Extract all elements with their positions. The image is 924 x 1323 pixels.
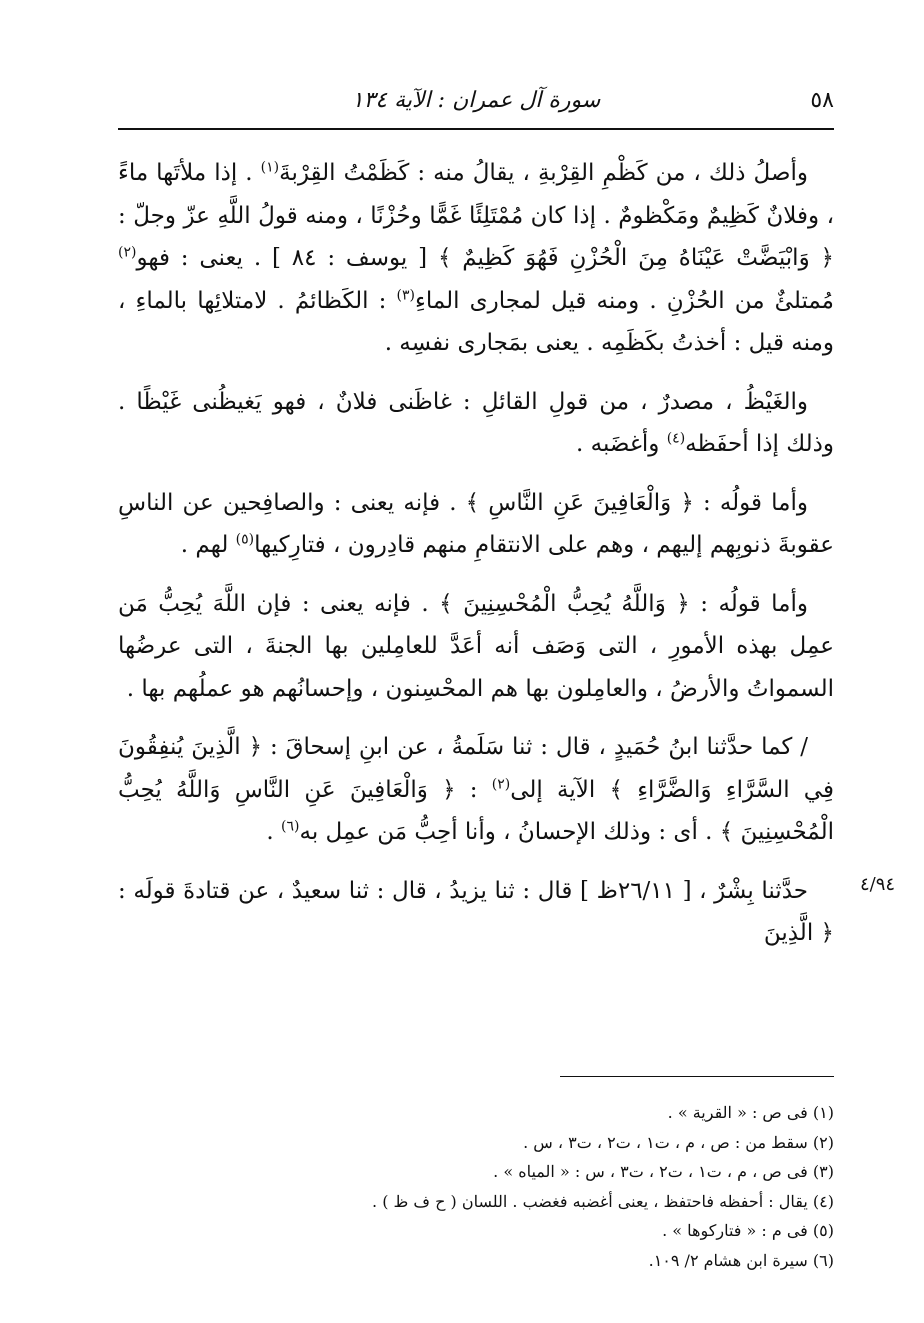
paragraph xyxy=(118,726,834,854)
paragraph-text: حدَّثنا بِشْرٌ ، [ ٢٦/١١ظ ] قال : ثنا يزيدُ ، قال : ثنا سعيدٌ ، عن قتادةَ قولَه : ﴿ الَّذِينَ xyxy=(118,877,834,946)
footnote-reference: (٢) xyxy=(118,244,137,261)
footnote-reference: (٦) xyxy=(281,818,300,835)
footnote-rule xyxy=(560,1076,834,1077)
paragraph-text: : الكَظائمُ . لامتلائِها بالماءِ ، ومنه قيل : أخذتُ بكَظَمِه . يعنى بمَجارى نفسِه . xyxy=(118,287,834,356)
footnote-reference: (٣) xyxy=(396,286,416,303)
paragraph-text: وأصلُ ذلك ، من كَظْمِ القِرْبةِ ، يقالُ منه : كَظَمْتُ القِرْبةَ xyxy=(279,160,808,186)
footnotes-list xyxy=(118,1098,834,1275)
paragraph-text: لهم . xyxy=(180,532,236,558)
paragraph xyxy=(118,870,834,955)
page-header xyxy=(118,84,834,124)
footnote-reference: (١) xyxy=(260,159,280,176)
paragraph-text: وأما قولُه : ﴿ وَالْعَافِينَ عَنِ النَّاسِ ﴾ . فإنه يعنى : والصافِحين عن الناسِ عقوبةَ ذنوبِهم إليهم ، وهم على الانتقامِ منهم قادِرون ، فتارِكيها xyxy=(118,489,834,558)
footnote-item: (١) فى ص : « القرية » . xyxy=(667,1103,834,1122)
paragraph xyxy=(118,482,834,567)
header-rule xyxy=(118,128,834,130)
page-number: ٥٨ xyxy=(810,88,834,113)
paragraph xyxy=(118,152,834,365)
footnote-item: (٣) فى ص ، م ، ت١ ، ت٢ ، ت٣ ، س : « المياه » . xyxy=(493,1162,834,1181)
footnote-reference: (٤) xyxy=(666,430,686,447)
paragraph-text: وأغضَبه . xyxy=(576,431,667,457)
paragraph-text: / كما حدَّثنا ابنُ حُمَيدٍ ، قال : ثنا سَلَمةُ ، عن ابنِ إسحاقَ : ﴿ الَّذِينَ يُنفِقُونَ فِي السَّرَّاءِ وَالضَّرَّاءِ ﴾ الآية إلى xyxy=(118,734,834,803)
footnote-item: (٦) سيرة ابن هشام ٢/ ١٠٩. xyxy=(648,1250,834,1270)
paragraph-text: : ﴿ وَالْعَافِينَ عَنِ النَّاسِ وَاللَّهُ يُحِبُّ الْمُحْسِنِينَ ﴾ . أى : وذلك الإحسانُ ، وأنا أحِبُّ مَن عمِل به xyxy=(118,776,834,845)
paragraph-text: . إذا ملأتَها ماءً ، وفلانٌ كَظِيمٌ ومَكْظومٌ . إذا كان مُمْتَلِئًا غَمًّا وحُزْنًا ، ومنه قولُ اللَّهِ عزّ وجلّ : ﴿ وَابْيَضَّتْ عَيْنَاهُ مِنَ الْحُزْنِ فَهُوَ كَظِيمٌ ﴾ [ يوسف : ٨٤ ] . يعنى : فهو xyxy=(118,160,834,271)
footnote-reference: (٢) xyxy=(491,775,511,792)
main-text xyxy=(118,152,834,971)
footnote-item: (٢) سقط من : ص ، م ، ت١ ، ت٢ ، ت٣ ، س . xyxy=(523,1132,834,1152)
running-head: سورة آل عمران : الآية ١٣٤ xyxy=(351,88,601,113)
paragraph-text: والغَيْظُ ، مصدرٌ ، من قولِ القائلِ : غاظَنى فلانٌ ، فهو يَغيظُنى غَيْظًا . وذلك إذا أحفَظه xyxy=(118,388,834,457)
margin-manuscript-ref: ٤/٩٤ xyxy=(860,874,896,895)
footnote-item: (٤) يقال : أحفظه فاحتفظ ، يعنى أغضبه فغضب . اللسان ( ح ف ظ ) . xyxy=(372,1191,834,1211)
paragraph-text: . xyxy=(266,819,282,845)
paragraph xyxy=(118,381,834,466)
paragraph-text: مُمتلئٌ من الحُزْنِ . ومنه قيل لمجارى الماءِ xyxy=(415,287,834,314)
footnote-item: (٥) فى م : « فتاركوها » . xyxy=(662,1221,834,1240)
footnote-reference: (٥) xyxy=(235,531,255,548)
paragraph xyxy=(118,583,834,711)
paragraph-text: وأما قولُه : ﴿ وَاللَّهُ يُحِبُّ الْمُحْسِنِينَ ﴾ . فإنه يعنى : فإن اللَّهَ يُحِبُّ مَن عمِل بهذه الأمورِ ، التى وَصَف أنه أعَدَّ للعامِلين بها الجنةَ ، التى عرضُها السمواتُ والأرضُ ، والعامِلون بها هم المحْسِنون ، وإحسانُهم هو عملُهم بها . xyxy=(118,590,834,702)
